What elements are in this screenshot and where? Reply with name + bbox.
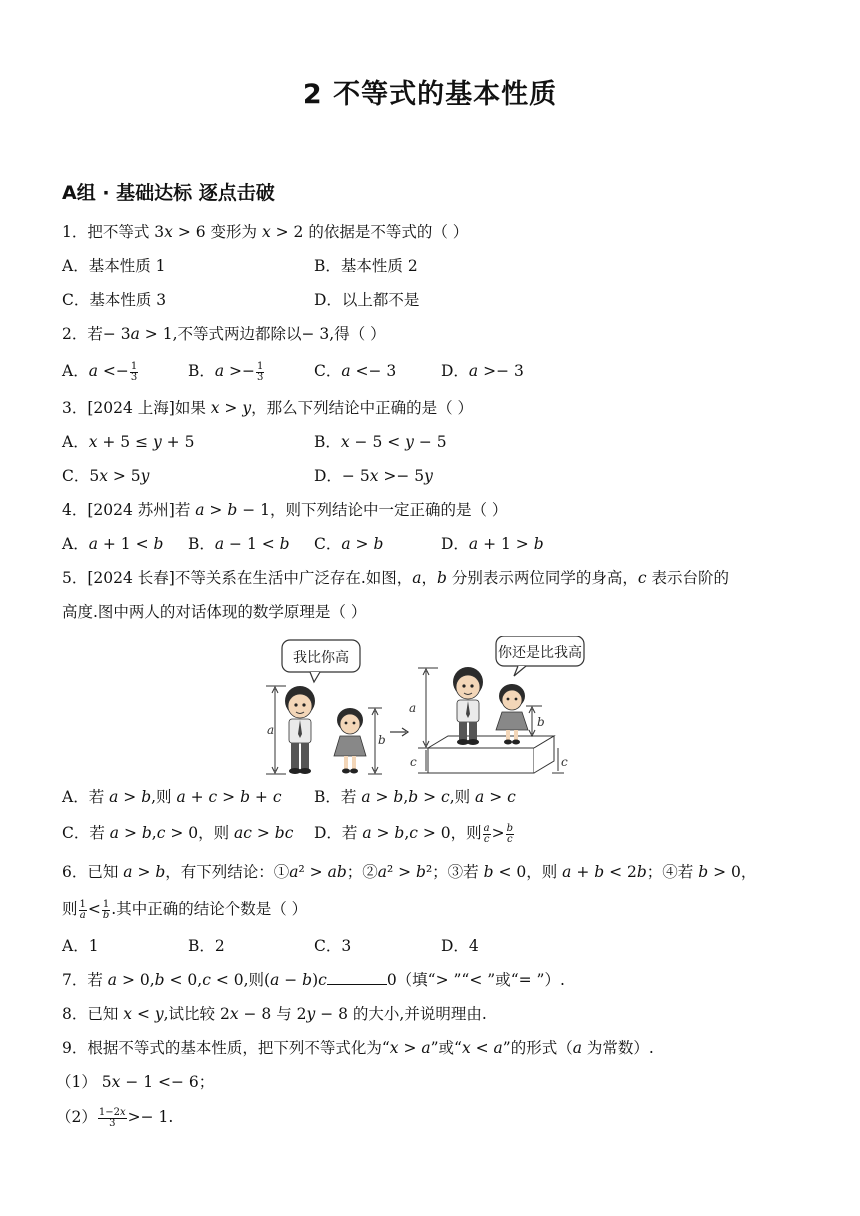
q1-option-a: A．基本性质 1	[62, 257, 166, 275]
bubble-left-text: 我比你高	[293, 650, 349, 666]
q1-option-d: D．以上都不是	[314, 291, 420, 309]
fraction: $\frac{\text{𝑏}}{\text{𝑐}}$	[506, 822, 514, 845]
q6-option-c: C．3	[314, 937, 352, 955]
q2-option-b: B．𝑎 >− $\frac{1}{3}$	[188, 360, 264, 383]
q1-option-c: C．基本性质 3	[62, 291, 167, 309]
q2-option-c: C．𝑎 <− 3	[314, 362, 397, 380]
bubble-right-text: 你还是比我高	[498, 645, 582, 661]
label-c-right: c	[561, 755, 568, 769]
page-title: 2 不等式的基本性质	[302, 79, 558, 110]
girl-figure-right	[496, 684, 528, 745]
label-a-right: a	[409, 701, 417, 715]
q6-option-a: A．1	[62, 937, 99, 955]
question-2-stem: 2．若− 3𝑎 > 1,不等式两边都除以− 3,得（ ）	[62, 325, 386, 343]
q5-option-d: D．若 𝑎 > 𝑏,𝑐 > 0，则 $\frac{\text{𝑎}}{\text{𝑐}}$ > $\frac{\text{𝑏}}{\text{𝑐}}$	[314, 822, 514, 845]
fraction: $\frac{1}{3}$	[257, 360, 264, 383]
q2-option-d: D．𝑎 >− 3	[441, 362, 524, 380]
fraction: $\frac{1}{\text{𝑏}}$	[102, 898, 110, 921]
q4-option-b: B．𝑎 − 1 < 𝑏	[188, 535, 290, 553]
section-heading: A组 · 基础达标 逐点击破	[62, 182, 275, 204]
question-5-stem-line1: 5．[2024 长春]不等关系在生活中广泛存在.如图，𝑎，𝑏 分别表示两位同学的身高，𝑐 表示台阶的	[62, 569, 729, 587]
q1-option-b: B．基本性质 2	[314, 257, 418, 275]
question-6-stem-line1: 6．已知 𝑎 > 𝑏，有下列结论：①𝑎² > 𝑎𝑏；②𝑎² > 𝑏²；③若 𝑏 < 0，则 𝑎 + 𝑏 < 2𝑏；④若 𝑏 > 0，	[62, 863, 757, 881]
question-7: 7．若 𝑎 > 0,𝑏 < 0,𝑐 < 0,则(𝑎 − 𝑏)𝑐 0（填“> ”“< ”或“= ”）.	[62, 971, 565, 989]
q5-option-c: C．若 𝑎 > 𝑏,𝑐 > 0，则 𝑎𝑐 > 𝑏𝑐	[62, 824, 294, 842]
answer-blank	[327, 970, 387, 985]
question-1-stem: 1．把不等式 3𝑥 > 6 变形为 𝑥 > 2 的依据是不等式的（ ）	[62, 223, 469, 241]
q4-option-a: A．𝑎 + 1 < 𝑏	[62, 535, 164, 553]
step-platform	[428, 736, 554, 773]
q3-option-b: B．𝑥 − 5 < 𝑦 − 5	[314, 433, 447, 451]
q4-option-c: C．𝑎 > 𝑏	[314, 535, 384, 553]
q3-option-d: D．− 5𝑥 >− 5𝑦	[314, 467, 433, 485]
q3-option-a: A．𝑥 + 5 ≤ 𝑦 + 5	[62, 433, 195, 451]
fraction: $\frac{1}{\text{𝑎}}$	[79, 898, 86, 921]
boy-figure-left	[285, 686, 315, 774]
q3-option-c: C．5𝑥 > 5𝑦	[62, 467, 150, 485]
right-arrow-icon	[390, 728, 408, 736]
question-3-stem: 3．[2024 上海]如果 𝑥 > 𝑦，那么下列结论中正确的是（ ）	[62, 399, 474, 417]
q2-option-a: A．𝑎 <− $\frac{1}{3}$	[62, 360, 138, 383]
question-9-stem: 9．根据不等式的基本性质，把下列不等式化为“𝑥 > 𝑎”或“𝑥 < 𝑎”的形式（𝑎 为常数）.	[62, 1039, 654, 1057]
label-a-left: a	[267, 723, 275, 737]
question-6-stem-line2: 则 $\frac{1}{\text{𝑎}}$ < $\frac{1}{\text{𝑏}}$ .其中正确的结论个数是（ ）	[62, 898, 308, 921]
label-b-right: b	[537, 715, 545, 729]
measure-a-left	[266, 686, 286, 774]
question-5-stem-line2: 高度.图中两人的对话体现的数学原理是（ ）	[62, 603, 367, 621]
boy-figure-right	[453, 667, 483, 745]
question-8: 8．已知 𝑥 < 𝑦,试比较 2𝑥 − 8 与 2𝑦 − 8 的大小,并说明理由.	[62, 1005, 487, 1023]
fraction: $\frac{1}{3}$	[130, 360, 138, 383]
fraction: $\frac{\text{1−2𝑥}}{3}$	[98, 1106, 126, 1129]
question-9-part-2: （2） $\frac{\text{1−2𝑥}}{3}$ >− 1.	[56, 1106, 174, 1129]
question-9-part-1: （1） 5𝑥 − 1 <− 6；	[56, 1073, 215, 1091]
q4-option-d: D．𝑎 + 1 > 𝑏	[441, 535, 544, 553]
q6-option-d: D．4	[441, 937, 479, 955]
q5-option-a: A．若 𝑎 > 𝑏,则 𝑎 + 𝑐 > 𝑏 + 𝑐	[62, 788, 282, 806]
label-b-left: b	[378, 733, 386, 747]
girl-figure-left	[334, 708, 366, 774]
measure-b-left	[368, 708, 386, 774]
q6-option-b: B．2	[188, 937, 225, 955]
speech-bubble-left	[282, 640, 360, 682]
label-c-left: c	[410, 755, 417, 769]
fraction: $\frac{\text{𝑎}}{\text{𝑐}}$	[483, 822, 490, 845]
q5-option-b: B．若 𝑎 > 𝑏,𝑏 > 𝑐,则 𝑎 > 𝑐	[314, 788, 516, 806]
speech-bubble-right	[496, 636, 584, 676]
question-4-stem: 4．[2024 苏州]若 𝑎 > 𝑏 − 1，则下列结论中一定正确的是（ ）	[62, 501, 508, 519]
height-comparison-figure	[262, 636, 588, 778]
